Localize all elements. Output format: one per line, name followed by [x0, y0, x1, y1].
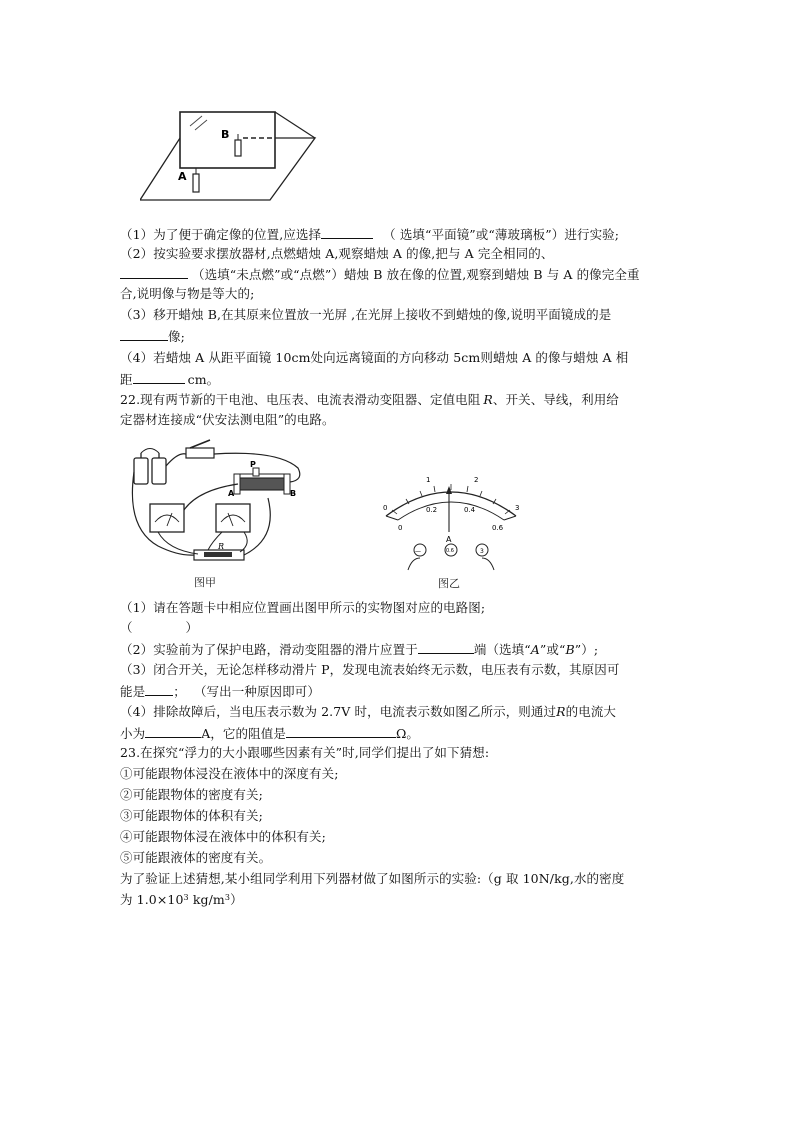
dial-small-tick-0: 0: [398, 524, 403, 532]
q22-part1-answer: （ ）: [120, 620, 199, 635]
q21-part4-cont: 距 cm。: [120, 372, 220, 387]
q22-part3-cont: 能是 ； （写出一种原因即可）: [120, 684, 320, 699]
q23-guess-3: ③可能跟物体的体积有关;: [120, 808, 263, 823]
candle-b-label: B: [221, 128, 230, 141]
answer-blank[interactable]: [286, 724, 396, 738]
q21-part2-cont: （选填“未点燃”或“点燃”）蜡烛 B 放在像的位置,观察到蜡烛 B 与 A 的像完全重: [120, 265, 640, 284]
dial-small-tick-1: 0.2: [426, 506, 438, 514]
q22-part3: （3）闭合开关，无论怎样移动滑片 P，发现电流表始终无示数，电压表有示数，其原因可: [120, 662, 620, 677]
figure-jia-caption: 图甲: [194, 576, 216, 589]
answer-blank[interactable]: [418, 640, 474, 654]
ammeter-figure: [376, 474, 526, 594]
q21-part3: （3）移开蜡烛 B,在其原来位置放一光屏 ,在光屏上接收不到蜡烛的像,说明平面镜成的是: [120, 307, 612, 322]
q21-part2-end: 合,说明像与物是等大的;: [120, 286, 255, 301]
mirror-experiment-figure: [140, 108, 325, 208]
answer-blank[interactable]: [133, 370, 185, 384]
circuit-figure: [128, 438, 313, 593]
q22-part4-cont: 小为 A，它的阻值是 Ω。: [120, 726, 420, 741]
q23-method: 为了验证上述猜想,某小组同学利用下列器材做了如图所示的实验:（g 取 10N/kg,水的密度: [120, 871, 625, 886]
resistor-r-label: R: [218, 542, 225, 551]
terminal-negative: —: [415, 548, 421, 555]
q22-part4: （4）排除故障后，当电压表示数为 2.7V 时，电流表示数如图乙所示，则通过R的电流大: [120, 704, 617, 719]
q22-intro: 22.现有两节新的干电池、电压表、电流表滑动变阻器、定值电阻 R、开关、导线，利用给: [120, 392, 619, 407]
answer-blank[interactable]: [120, 265, 188, 279]
slider-p-label: P: [250, 460, 256, 469]
dial-small-tick-2: 0.4: [464, 506, 476, 514]
q23-guess-5: ⑤可能跟液体的密度有关。: [120, 850, 272, 865]
figure-yi-caption: 图乙: [438, 577, 460, 590]
q21-part2: （2）按实验要求摆放器材,点燃蜡烛 A,观察蜡烛 A 的像,把与 A 完全相同的、: [120, 246, 554, 261]
dial-tick-0: 0: [383, 504, 388, 512]
dial-small-tick-3: 0.6: [492, 524, 504, 532]
answer-blank[interactable]: [321, 225, 373, 239]
answer-blank[interactable]: [145, 682, 173, 696]
q21-part3-cont: 像;: [120, 327, 185, 346]
q23-guess-4: ④可能跟物体浸在液体中的体积有关;: [120, 829, 326, 844]
terminal-0-6: 0.6: [446, 548, 454, 554]
q23-guess-2: ②可能跟物体的密度有关;: [120, 787, 263, 802]
answer-blank[interactable]: [145, 724, 201, 738]
terminal-b-label: B: [290, 489, 297, 498]
q21-part1: （1）为了便于确定像的位置,应选择 （ 选填“平面镜”或“薄玻璃板”）进行实验;: [120, 227, 620, 242]
terminal-a-label: A: [228, 489, 235, 498]
q21-part4: （4）若蜡烛 A 从距平面镜 10cm处向远离镜面的方向移动 5cm则蜡烛 A 的像与蜡烛 A 相: [120, 350, 629, 365]
q22-intro-cont: 定器材连接成“伏安法测电阻”的电路。: [120, 412, 335, 427]
candle-a-label: A: [178, 170, 187, 183]
dial-tick-2: 2: [474, 476, 479, 484]
terminal-3: 3: [480, 548, 484, 555]
q22-part2: （2）实验前为了保护电路，滑动变阻器的滑片应置于 端（选填“A”或“B”）;: [120, 642, 599, 657]
q23-intro: 23.在探究“浮力的大小跟哪些因素有关”时,同学们提出了如下猜想:: [120, 745, 490, 760]
q22-part1: （1）请在答题卡中相应位置画出图甲所示的实物图对应的电路图;: [120, 600, 486, 615]
q23-method-cont: 为 $1.0\times 10^3$ $kg/m^3$）: [120, 892, 243, 907]
dial-unit-label: A: [446, 535, 452, 544]
answer-blank[interactable]: [120, 327, 168, 341]
q23-guess-1: ①可能跟物体浸没在液体中的深度有关;: [120, 766, 339, 781]
dial-tick-3: 3: [515, 504, 520, 512]
dial-tick-1: 1: [426, 476, 431, 484]
